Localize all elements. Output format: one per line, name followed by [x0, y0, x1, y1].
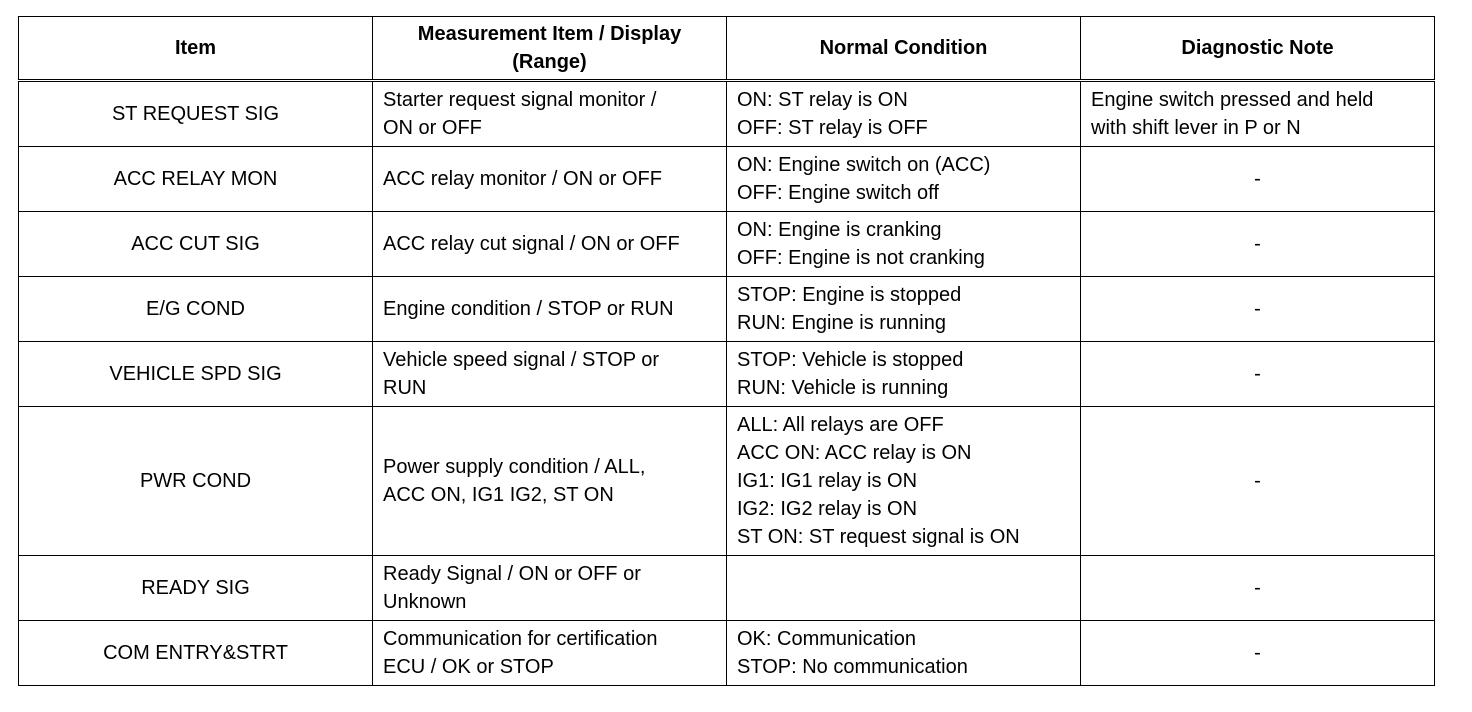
item-cell: E/G COND — [19, 277, 373, 342]
item-cell: ACC CUT SIG — [19, 212, 373, 277]
normal-condition-cell — [727, 556, 1081, 621]
diagnostic-note-cell: - — [1081, 556, 1435, 621]
normal-condition-cell: STOP: Vehicle is stopped RUN: Vehicle is running — [727, 342, 1081, 407]
item-cell: ST REQUEST SIG — [19, 81, 373, 147]
measurement-cell: Power supply condition / ALL, ACC ON, IG1 IG2, ST ON — [373, 407, 727, 556]
normal-condition-cell: STOP: Engine is stopped RUN: Engine is running — [727, 277, 1081, 342]
table-row — [19, 556, 1435, 621]
normal-condition-cell: ALL: All relays are OFF ACC ON: ACC relay is ON IG1: IG1 relay is ON IG2: IG2 relay is ON ST ON: ST request signal is ON — [727, 407, 1081, 556]
diagnostic-note-cell: - — [1081, 277, 1435, 342]
normal-condition-cell: ON: Engine is cranking OFF: Engine is not cranking — [727, 212, 1081, 277]
item-cell: COM ENTRY&STRT — [19, 621, 373, 686]
table-row — [19, 621, 1435, 686]
diagnostic-note-cell: - — [1081, 407, 1435, 556]
item-cell: ACC RELAY MON — [19, 147, 373, 212]
table-row — [19, 407, 1435, 556]
table-row — [19, 212, 1435, 277]
header-measurement: Measurement Item / Display (Range) — [373, 17, 727, 81]
table-row — [19, 81, 1435, 147]
header-diagnostic-note: Diagnostic Note — [1081, 17, 1435, 81]
normal-condition-cell: ON: Engine switch on (ACC) OFF: Engine switch off — [727, 147, 1081, 212]
header-row — [19, 17, 1435, 81]
measurement-cell: ACC relay cut signal / ON or OFF — [373, 212, 727, 277]
table-row — [19, 147, 1435, 212]
table-row — [19, 342, 1435, 407]
table-body — [19, 81, 1435, 686]
table-header — [19, 17, 1435, 81]
diagnostic-note-cell: - — [1081, 621, 1435, 686]
diagnostic-note-cell: - — [1081, 147, 1435, 212]
measurement-cell: Vehicle speed signal / STOP or RUN — [373, 342, 727, 407]
diagnostic-note-cell: - — [1081, 342, 1435, 407]
item-cell: PWR COND — [19, 407, 373, 556]
measurement-cell: ACC relay monitor / ON or OFF — [373, 147, 727, 212]
measurement-cell: Communication for certification ECU / OK or STOP — [373, 621, 727, 686]
measurement-cell: Engine condition / STOP or RUN — [373, 277, 727, 342]
item-cell: VEHICLE SPD SIG — [19, 342, 373, 407]
header-item: Item — [19, 17, 373, 81]
item-cell: READY SIG — [19, 556, 373, 621]
diagnostic-note-cell: Engine switch pressed and held with shift lever in P or N — [1081, 81, 1435, 147]
table-row — [19, 277, 1435, 342]
normal-condition-cell: ON: ST relay is ON OFF: ST relay is OFF — [727, 81, 1081, 147]
diagnostic-data-table — [18, 16, 1435, 686]
header-normal-condition: Normal Condition — [727, 17, 1081, 81]
measurement-cell: Ready Signal / ON or OFF or Unknown — [373, 556, 727, 621]
measurement-cell: Starter request signal monitor / ON or OFF — [373, 81, 727, 147]
diagnostic-note-cell: - — [1081, 212, 1435, 277]
normal-condition-cell: OK: Communication STOP: No communication — [727, 621, 1081, 686]
